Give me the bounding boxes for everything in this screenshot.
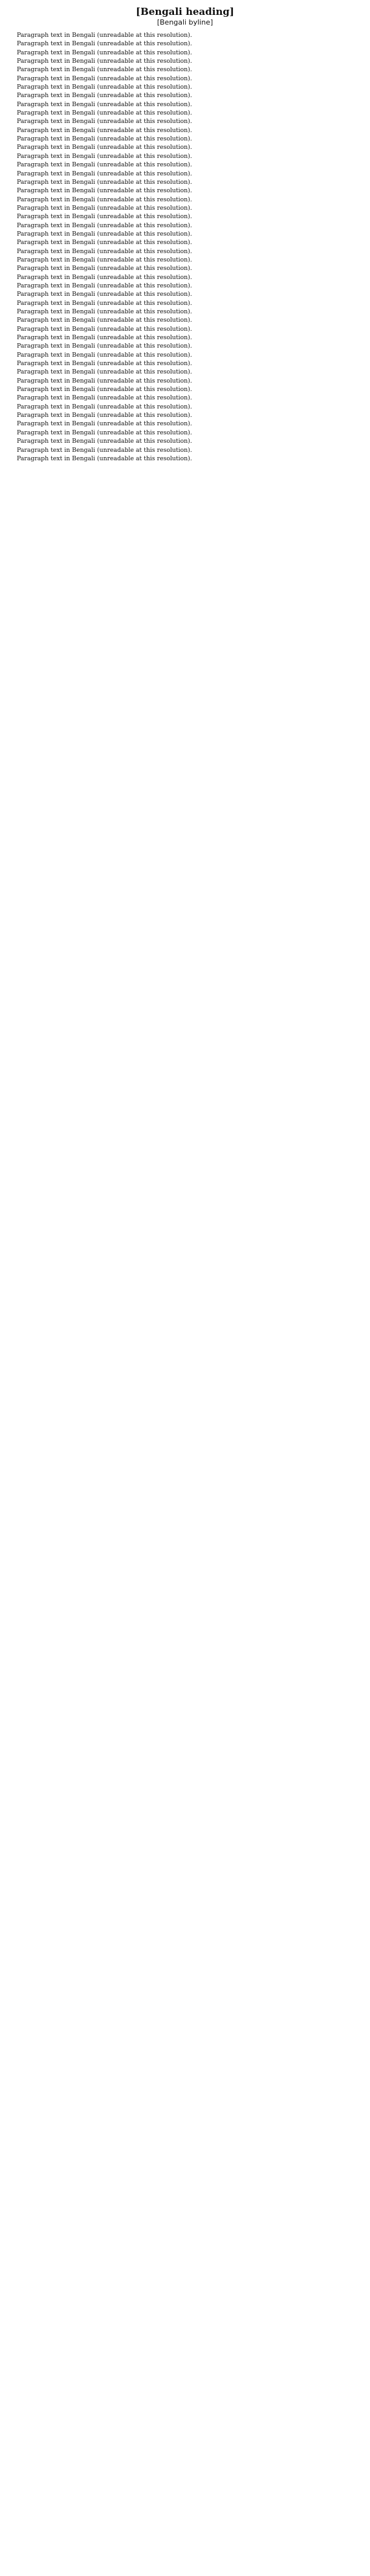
document-paragraph: Paragraph text in Bengali (unreadable at this resolution).	[17, 394, 192, 402]
document-paragraph: Paragraph text in Bengali (unreadable at this resolution).	[17, 299, 192, 307]
document-paragraph: Paragraph text in Bengali (unreadable at this resolution).	[17, 74, 192, 82]
document-paragraph: Paragraph text in Bengali (unreadable at this resolution).	[17, 403, 192, 410]
document-paragraph: Paragraph text in Bengali (unreadable at this resolution).	[17, 40, 192, 48]
document-paragraph: Paragraph text in Bengali (unreadable at this resolution).	[17, 221, 192, 229]
document-paragraph: Paragraph text in Bengali (unreadable at this resolution).	[17, 213, 192, 221]
document-paragraph: Paragraph text in Bengali (unreadable at this resolution).	[17, 204, 192, 212]
document-paragraph: Paragraph text in Bengali (unreadable at this resolution).	[17, 230, 192, 238]
document-author: [Bengali byline]	[157, 18, 213, 27]
document-paragraph: Paragraph text in Bengali (unreadable at this resolution).	[17, 152, 192, 160]
document-paragraph: Paragraph text in Bengali (unreadable at this resolution).	[17, 92, 192, 100]
document-title: [Bengali heading]	[136, 6, 234, 17]
document-paragraph: Paragraph text in Bengali (unreadable at this resolution).	[17, 66, 192, 74]
document-paragraph: Paragraph text in Bengali (unreadable at this resolution).	[17, 109, 192, 117]
document-paragraph: Paragraph text in Bengali (unreadable at this resolution).	[17, 351, 192, 359]
document-body	[8, 31, 362, 463]
document-paragraph: Paragraph text in Bengali (unreadable at this resolution).	[17, 325, 192, 333]
document-paragraph: Paragraph text in Bengali (unreadable at this resolution).	[17, 265, 192, 273]
document-paragraph: Paragraph text in Bengali (unreadable at this resolution).	[17, 49, 192, 56]
document-paragraph: Paragraph text in Bengali (unreadable at this resolution).	[17, 170, 192, 177]
document-paragraph: Paragraph text in Bengali (unreadable at this resolution).	[17, 32, 192, 39]
document-paragraph: Paragraph text in Bengali (unreadable at this resolution).	[17, 386, 192, 394]
document-paragraph: Paragraph text in Bengali (unreadable at this resolution).	[17, 360, 192, 368]
document-paragraph: Paragraph text in Bengali (unreadable at this resolution).	[17, 196, 192, 203]
document-paragraph: Paragraph text in Bengali (unreadable at this resolution).	[17, 239, 192, 247]
document-paragraph: Paragraph text in Bengali (unreadable at this resolution).	[17, 317, 192, 324]
document-paragraph: Paragraph text in Bengali (unreadable at this resolution).	[17, 454, 192, 462]
document-paragraph: Paragraph text in Bengali (unreadable at this resolution).	[17, 118, 192, 126]
document-paragraph: Paragraph text in Bengali (unreadable at this resolution).	[17, 377, 192, 385]
document-paragraph: Paragraph text in Bengali (unreadable at this resolution).	[17, 342, 192, 350]
document-paragraph: Paragraph text in Bengali (unreadable at this resolution).	[17, 84, 192, 91]
document-paragraph: Paragraph text in Bengali (unreadable at this resolution).	[17, 58, 192, 65]
document-paragraph: Paragraph text in Bengali (unreadable at this resolution).	[17, 100, 192, 108]
document-paragraph: Paragraph text in Bengali (unreadable at this resolution).	[17, 144, 192, 151]
document-paragraph: Paragraph text in Bengali (unreadable at this resolution).	[17, 273, 192, 281]
document-paragraph: Paragraph text in Bengali (unreadable at this resolution).	[17, 291, 192, 298]
document-paragraph: Paragraph text in Bengali (unreadable at this resolution).	[17, 446, 192, 454]
document-paragraph: Paragraph text in Bengali (unreadable at this resolution).	[17, 282, 192, 289]
document-paragraph: Paragraph text in Bengali (unreadable at this resolution).	[17, 420, 192, 428]
document-paragraph: Paragraph text in Bengali (unreadable at this resolution).	[17, 412, 192, 420]
document-paragraph: Paragraph text in Bengali (unreadable at this resolution).	[17, 256, 192, 263]
document-paragraph: Paragraph text in Bengali (unreadable at this resolution).	[17, 135, 192, 143]
document-paragraph: Paragraph text in Bengali (unreadable at this resolution).	[17, 247, 192, 255]
document-paragraph: Paragraph text in Bengali (unreadable at this resolution).	[17, 178, 192, 186]
document-paragraph: Paragraph text in Bengali (unreadable at this resolution).	[17, 334, 192, 342]
document-paragraph: Paragraph text in Bengali (unreadable at this resolution).	[17, 308, 192, 315]
document-paragraph: Paragraph text in Bengali (unreadable at this resolution).	[17, 187, 192, 195]
document-paragraph: Paragraph text in Bengali (unreadable at this resolution).	[17, 126, 192, 134]
document-paragraph: Paragraph text in Bengali (unreadable at this resolution).	[17, 161, 192, 169]
document-paragraph: Paragraph text in Bengali (unreadable at this resolution).	[17, 438, 192, 445]
document-paragraph: Paragraph text in Bengali (unreadable at this resolution).	[17, 429, 192, 436]
document-paragraph: Paragraph text in Bengali (unreadable at this resolution).	[17, 368, 192, 376]
